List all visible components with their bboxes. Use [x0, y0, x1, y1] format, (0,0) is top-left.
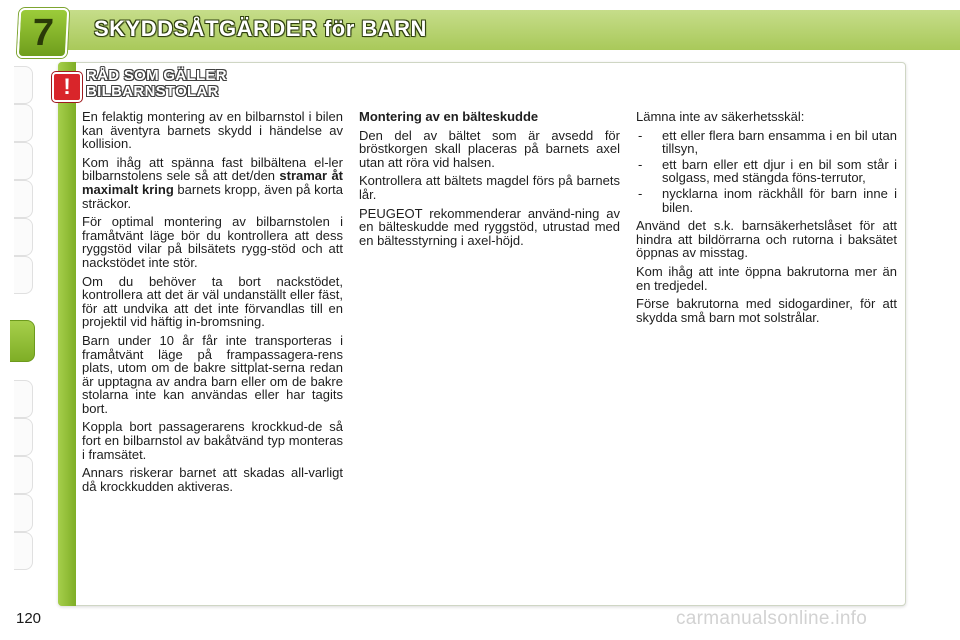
paragraph: En felaktig montering av en bilbarnstol i bilen kan äventyra barnets skydd i händelse av kollision. [82, 109, 343, 152]
section-title-line1: RÅD SOM GÄLLER [86, 67, 227, 84]
chapter-tab-3[interactable] [14, 142, 33, 180]
paragraph: Kom ihåg att inte öppna bakrutorna mer än en tredjedel. [636, 263, 897, 293]
paragraph: Om du behöver ta bort nackstödet, kontrollera att det är väl undanställt eller fäst, för att undvika att det inte förvandlas till en projektil vid häftig in-bromsning. [82, 273, 343, 330]
chapter-tab-8[interactable] [14, 380, 33, 418]
chapter-tab-9[interactable] [14, 418, 33, 456]
chapter-tab-12[interactable] [14, 532, 33, 570]
chapter-badge[interactable] [17, 8, 70, 58]
paragraph: Annars riskerar barnet att skadas all-varligt då krockkudden aktiveras. [82, 465, 343, 494]
page-number: 120 [16, 610, 42, 627]
subheading [359, 110, 620, 124]
safety-list [636, 129, 897, 215]
page-header [0, 0, 960, 58]
section-title [86, 68, 227, 100]
chapter-tab-1[interactable] [14, 66, 33, 104]
dash-bullet: - [638, 185, 643, 201]
paragraph: Förse bakrutorna med sidogardiner, för att skydda små barn mot solstrålar. [636, 296, 897, 325]
list-item-text: ett barn eller ett djur i en bil som står i solgass, med stängda föns-terrutor, [662, 156, 897, 186]
chapter-tab-7-active[interactable] [10, 320, 35, 362]
list-item [636, 129, 897, 156]
chapter-tab-2[interactable] [14, 104, 33, 142]
paragraph-intro: Lämna inte av säkerhetsskäl: [636, 109, 805, 124]
paragraph: För optimal montering av bilbarnstolen i framåtvänt läge bör du kontrollera att dess ryggstöd vilar på bilsätets rygg-stöd och att nackstödet inte stör. [82, 214, 343, 270]
list-item [636, 158, 897, 185]
section-title-line2: BILBARNSTOLAR [86, 83, 219, 100]
bold-text: stramar åt maximalt kring [82, 168, 343, 197]
list-item [636, 187, 897, 214]
column-2 [359, 110, 620, 252]
dash-bullet: - [638, 127, 643, 143]
chapter-tab-11[interactable] [14, 494, 33, 532]
paragraph: Kontrollera att bältets magdel förs på barnets lår. [359, 173, 620, 202]
page-title: SKYDDSÅTGÄRDER för BARN [94, 16, 427, 41]
column-1 [82, 110, 343, 498]
watermark: carmanualsonline.info [676, 608, 868, 629]
chapter-tab-4[interactable] [14, 180, 33, 218]
chapter-tab-10[interactable] [14, 456, 33, 494]
chapter-tab-6[interactable] [14, 256, 33, 294]
paragraph: Använd det s.k. barnsäkerhetslåset för att hindra att bildörrarna och rutorna i baksätet öppnas av misstag. [636, 218, 897, 261]
list-item-text: nycklarna inom räckhåll för barn inne i bilen. [662, 185, 897, 215]
dash-bullet: - [638, 156, 643, 172]
text: Kom ihåg att spänna fast bilbältena el-ler bilbarnstolens sele så att det/den [82, 154, 343, 184]
paragraph: Koppla bort passagerarens krockkud-de så fort en bilbarnstol av bakåtvänd typ monteras i framsätet. [82, 419, 343, 462]
paragraph: Den del av bältet som är avsedd för bröstkorgen skall placeras på barnets axel utan att röra vid halsen. [359, 127, 620, 170]
list-item-text: ett eller flera barn ensamma i en bil utan tillsyn, [662, 127, 897, 157]
chapter-tabs [0, 60, 40, 580]
text: barnets kropp, även på korta sträckor. [82, 181, 343, 211]
chapter-number: 7 [31, 12, 55, 54]
column-3 [636, 110, 897, 329]
panel-accent-bar [58, 62, 76, 606]
paragraph-belt [82, 156, 343, 210]
subheading-text: Montering av en bälteskudde [359, 109, 539, 124]
exclamation-warning-icon: ! [52, 72, 82, 102]
paragraph: Barn under 10 år får inte transporteras i framåtvänt läge på frampassagera-rens plats, utom om de bakre sittplat-serna redan är upptagna av andra barn eller om de bakre stolarna inte kan användas eller har tagits bort. [82, 332, 343, 416]
chapter-tab-5[interactable] [14, 218, 33, 256]
paragraph: PEUGEOT rekommenderar använd-ning av en bälteskudde med ryggstöd, utrustad med en bältesstyrning i axel-höjd. [359, 205, 620, 248]
